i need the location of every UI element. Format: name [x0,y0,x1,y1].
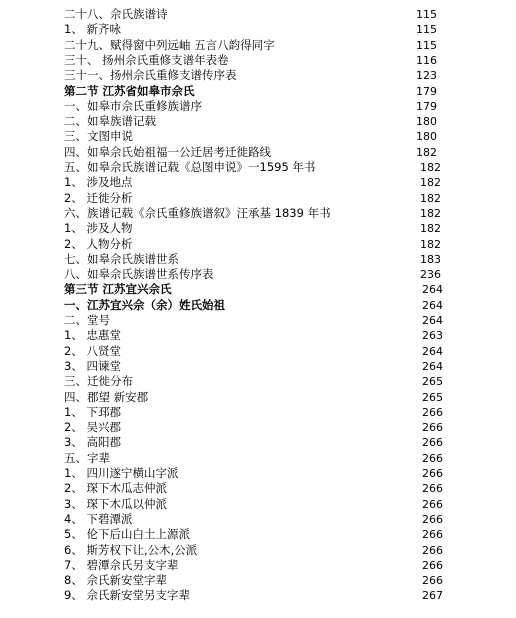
toc-entry-title: 二、如皋族谱记载 [64,114,156,129]
toc-entry-page: 266 [422,558,443,572]
toc-entry-title: 四、如皋佘氏始祖福一公迁居考迁徙路线 [64,144,271,159]
toc-entry-page: 115 [416,38,437,52]
toc-entry-page: 182 [420,206,441,220]
toc-entry-page: 182 [420,161,441,174]
toc-entry-title: 3、 琛下木瓜以仲派 [64,496,167,511]
toc-entry-title: 三十、 扬州佘氏重修支谱年表卷 [64,52,229,67]
toc-entry-page: 264 [422,359,443,373]
toc-entry-title: 二、堂号 [64,313,110,327]
toc-entry-title: 2、 吴兴郡 [64,420,121,435]
toc-entry-page: 182 [416,145,437,159]
toc-entry-title: 三、文图申说 [64,129,133,144]
toc-entry-title: 3、 四谏堂 [64,358,121,373]
toc-entry-page: 180 [416,115,437,129]
toc-entry-title: 1、 新齐咏 [64,22,121,37]
toc-entry-title: 4、 下碧潭派 [64,511,133,526]
toc-entry-page: 182 [420,222,441,236]
toc-entry-title: 2、 琛下木瓜志仲派 [64,481,167,496]
toc-entry-page: 263 [422,329,443,343]
toc-entry-title: 1、 四川遂宁横山字派 [64,466,179,480]
toc-entry-page: 266 [422,451,443,465]
toc-entry-title: 8、 佘氏新安堂字辈 [64,573,167,588]
toc-entry-title: 7、 碧潭佘氏另支字辈 [64,557,179,572]
toc-entry-title: 七、如皋佘氏族谱世系 [64,251,179,266]
toc-entry-page: 267 [422,589,443,603]
toc-entry-title: 二十九、赋得窗中列远岫 五言八韵得同字 [64,37,275,52]
toc-entry-page: 265 [422,375,443,389]
toc-entry-page: 265 [422,390,443,404]
toc-entry-title: 2、 八贤堂 [64,343,121,358]
toc-entry-page: 236 [420,268,441,282]
toc-entry-title: 二十八、佘氏族谱诗 [64,7,168,21]
toc-entry-page: 264 [422,283,443,297]
toc-entry-title: 6、 斯芳权下让,公木,公派 [64,542,198,557]
toc-entry [0,587,516,604]
toc-entry-page: 183 [420,252,441,266]
toc-entry-page: 264 [422,314,443,327]
toc-entry-page: 266 [422,421,443,435]
toc-entry-title: 五、如皋佘氏族谱记载《总图申说》一1595 年书 [64,160,316,174]
toc-entry-page: 116 [416,53,437,67]
toc-entry-title: 第三节 江苏宜兴佘氏 [64,282,172,297]
toc-entry-title: 5、 伦下后山白土上源派 [64,527,190,542]
toc-entry-title: 3、 高阳郡 [64,435,121,450]
toc-entry-title: 三十一、扬州佘氏重修支谱传序表 [64,68,237,83]
toc-entry-title: 2、 迁徙分析 [64,190,133,205]
toc-entry-title: 四、郡望 新安郡 [64,389,149,404]
toc-entry-page: 179 [416,84,437,98]
toc-entry-title: 1、 下邳郡 [64,404,121,419]
toc-entry-page: 179 [416,99,437,113]
toc-entry-page: 123 [416,69,437,83]
toc-entry-page: 266 [422,512,443,526]
toc-entry-page: 266 [422,436,443,450]
toc-entry-page: 182 [420,176,441,190]
toc-entry-title: 五、字辈 [64,450,110,465]
toc-entry-page: 266 [422,405,443,419]
toc-entry-page: 264 [422,298,443,312]
toc-entry-title: 一、如皋市佘氏重修族谱序 [64,98,202,113]
toc-entry-page: 182 [420,237,441,251]
toc-entry-title: 9、 佘氏新安堂另支字辈 [64,588,190,603]
toc-entry-page: 266 [422,497,443,511]
toc-entry-page: 182 [420,191,441,205]
toc-entry-title: 一、江苏宜兴佘（余）姓氏始祖 [64,297,225,312]
toc-entry-title: 2、 人物分析 [64,236,133,251]
toc-entry-title: 1、 涉及人物 [64,221,133,236]
toc-entry-title: 三、迁徙分布 [64,374,133,389]
toc-entry-title: 第二节 江苏省如皋市佘氏 [64,83,195,98]
toc-entry-page: 266 [422,467,443,480]
toc-entry-page: 266 [422,574,443,588]
toc-entry-page: 115 [416,23,437,37]
toc-entry-title: 八、如皋佘氏族谱世系传序表 [64,267,214,282]
toc-entry-page: 180 [416,130,437,144]
toc-entry-title: 六、族谱记载《佘氏重修族谱叙》汪承基 1839 年书 [64,205,331,220]
toc-entry-page: 264 [422,344,443,358]
toc-entry-page: 115 [416,8,437,21]
toc-entry-title: 1、 涉及地点 [64,175,133,190]
toc-entry-title: 1、 忠惠堂 [64,328,121,343]
toc-entry-page: 266 [422,528,443,542]
toc-entry-page: 266 [422,543,443,557]
toc-entry-page: 266 [422,482,443,496]
